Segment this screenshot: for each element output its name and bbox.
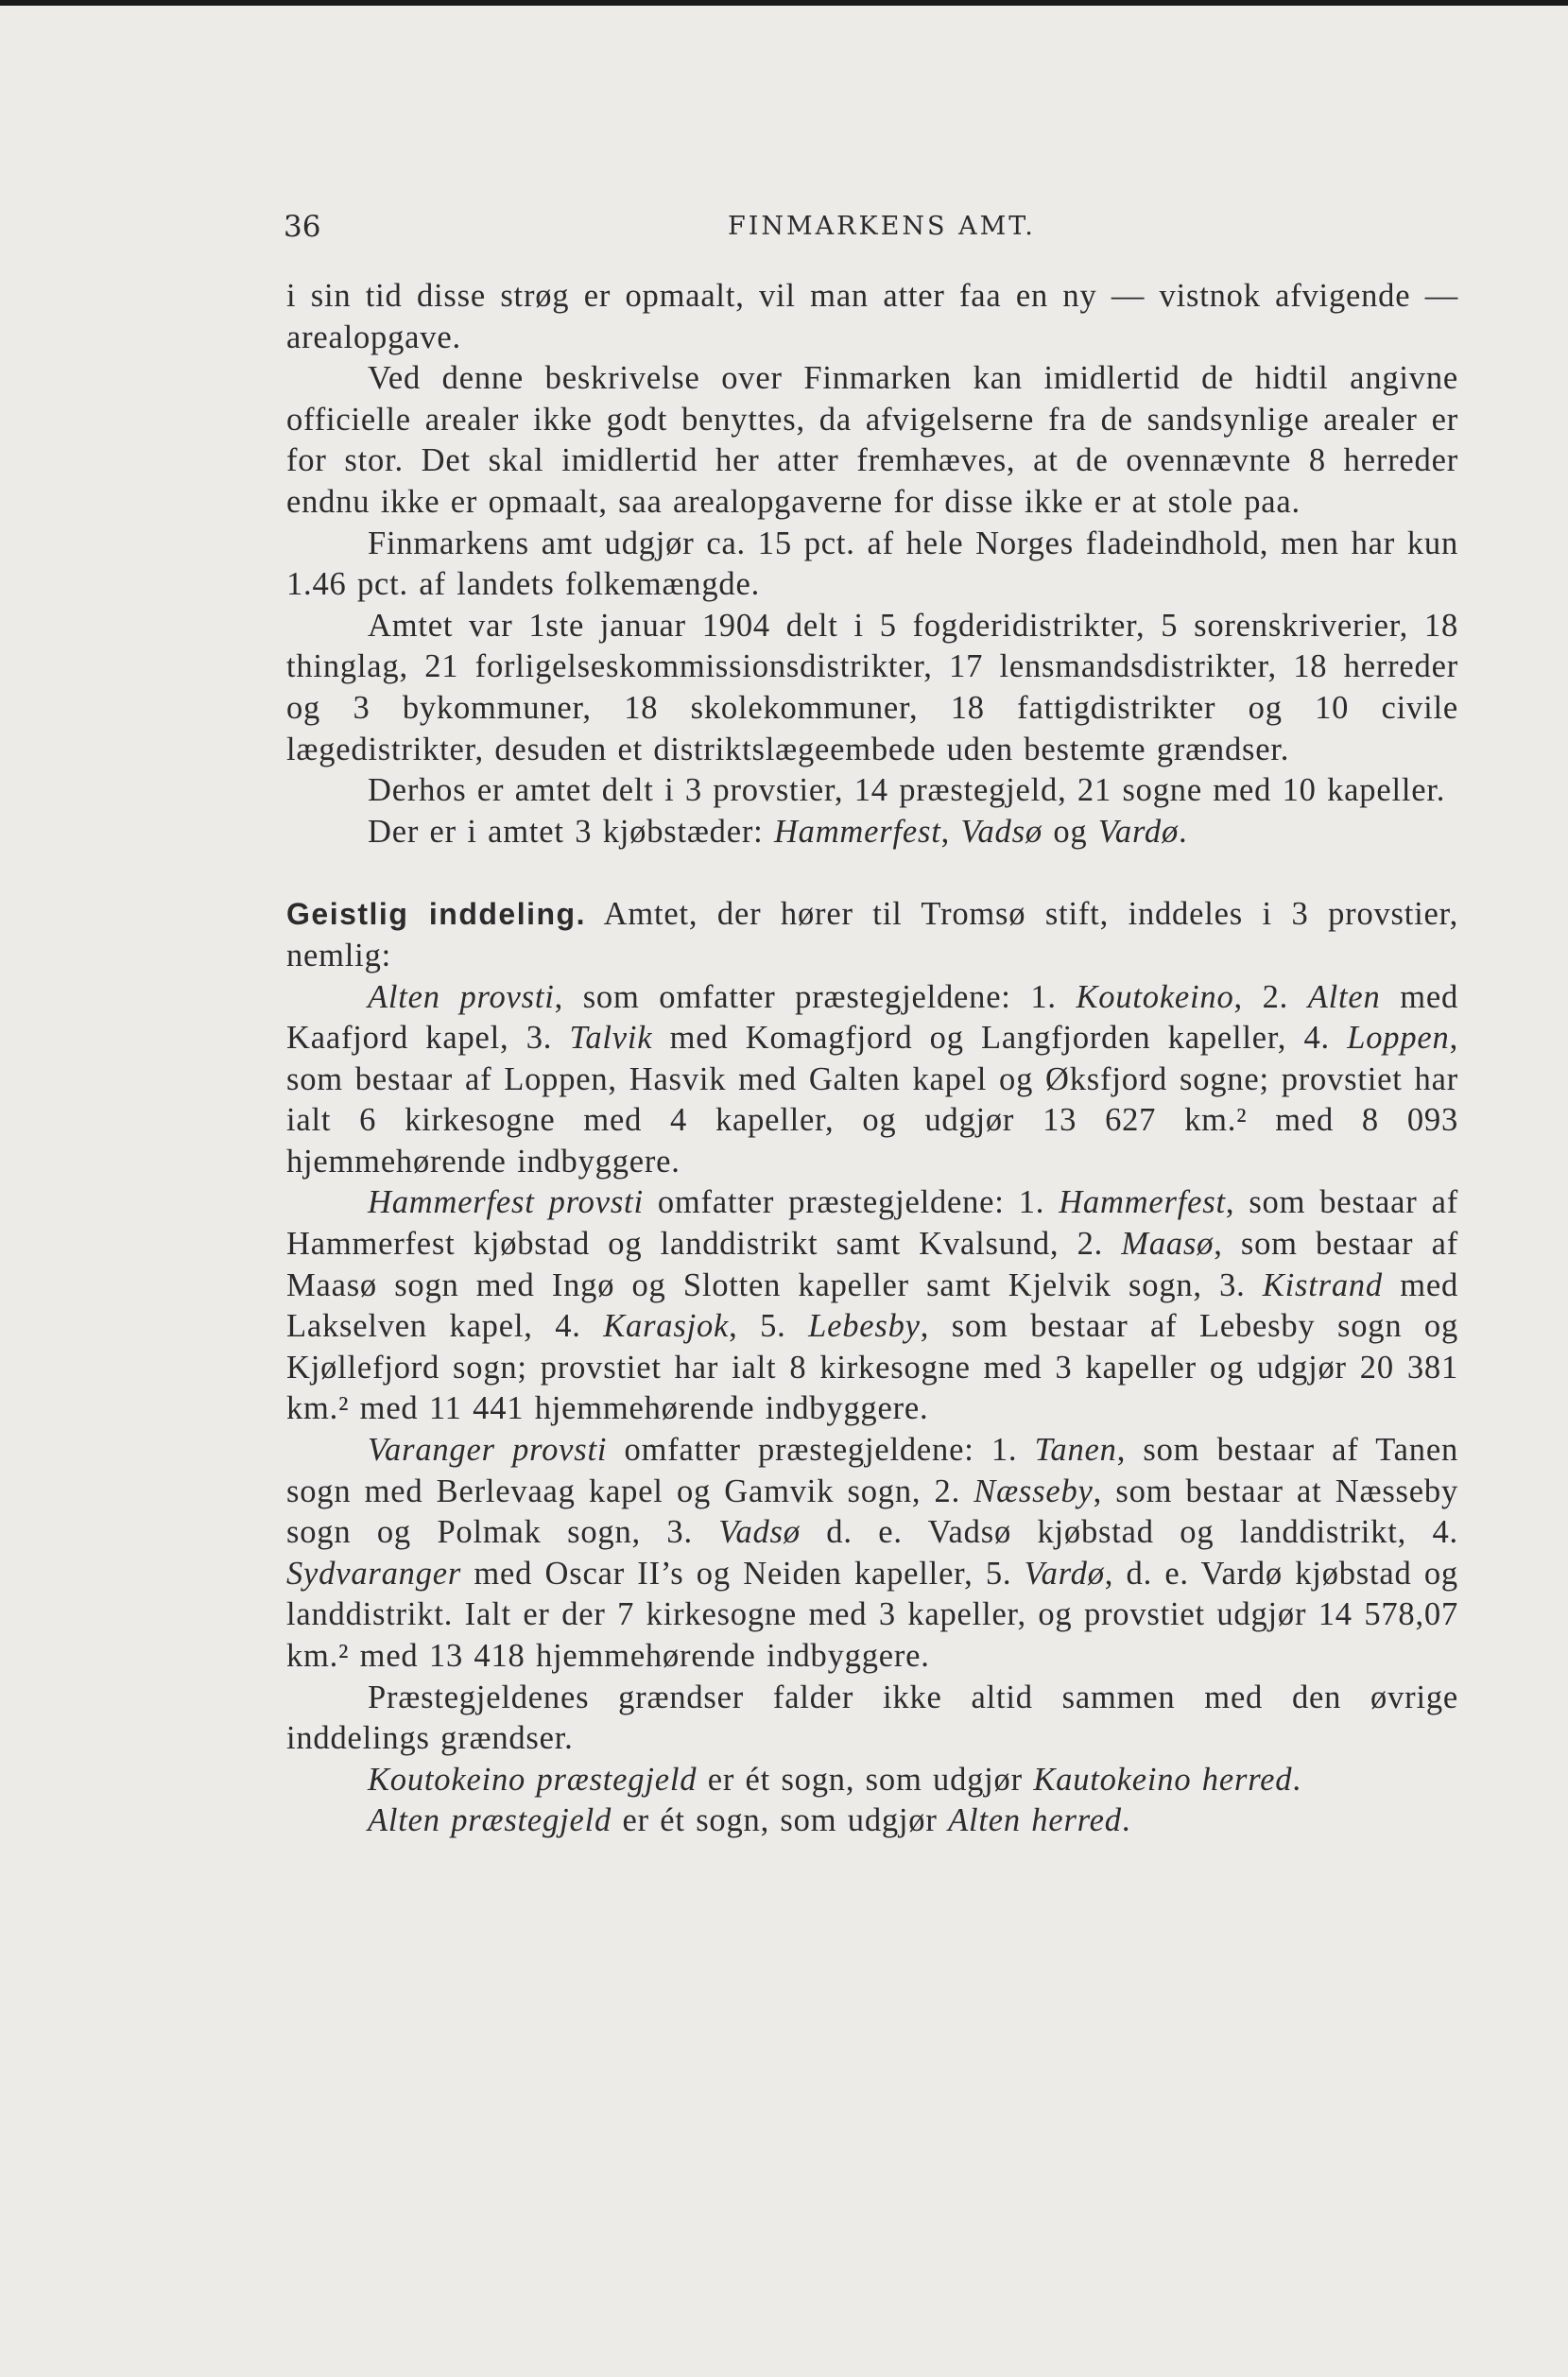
text-run: omfatter præstegjeldene: 1. — [607, 1432, 1035, 1469]
paragraph — [286, 358, 1458, 523]
text-run: , som bestaar af Tanen sogn med Berlevaag kapel og Gamvik sogn, 2. — [286, 1432, 1458, 1509]
paragraph — [286, 1678, 1458, 1760]
text-run: , som bestaar af Hammerfest kjøbstad og landdistrikt samt Kvalsund, 2. — [286, 1184, 1458, 1263]
text-run: Amtet, der hører til Tromsø stift, inddeles i 3 provstier, nemlig: — [286, 896, 1458, 973]
text-run: Der er i amtet 3 kjøbstæder: — [368, 813, 774, 850]
section-heading: Geistlig inddeling. — [286, 897, 586, 932]
paragraph-hammerfest-provsti — [286, 1182, 1458, 1430]
italic-term: Tanen — [1034, 1432, 1117, 1469]
text-run: i sin tid disse strøg er opmaalt, vil man atter faa en ny — vistnok afvigende — arealopgave. — [286, 278, 1458, 355]
text-run: , som bestaar af Maasø sogn med Ingø og Slotten kapeller samt Kjelvik sogn, 3. — [286, 1226, 1458, 1303]
text-run: med Lakselven kapel, 4. — [286, 1266, 1458, 1345]
text-run: Præstegjeldenes grændser falder ikke altid sammen med den øvrige inddelings grændser. — [286, 1679, 1458, 1757]
italic-term: Vardø — [1024, 1555, 1105, 1592]
text-run: med Kaafjord kapel, 3. — [286, 978, 1458, 1057]
text-run: Ved denne beskrivelse over Finmarken kan imidlertid de hidtil angivne officielle arealer ikke godt benyttes, da afvigelserne fra de sandsynlige arealer er for stor. Det skal imidlertid her atter fremhæves, at de ovennævnte 8 herreder endnu ikke er opmaalt, saa arealopgaverne for disse ikke er at stole paa. — [286, 360, 1458, 520]
italic-term: Hammerfest — [773, 813, 941, 850]
italic-term: Vadsø — [718, 1514, 801, 1551]
text-run: . — [1179, 813, 1188, 850]
italic-term: Vadsø — [960, 813, 1042, 850]
italic-term: Koutokeino — [1076, 978, 1234, 1015]
italic-term: Hammerfest provsti — [368, 1184, 644, 1221]
text-run: , som bestaar af Loppen, Hasvik med Galten kapel og Øksfjord sogne; provstiet har ialt 6 kirkesogne med 4 kapeller, og udgjør 13 627 km.² med 8 093 hjemmehørende indbyggere. — [286, 1020, 1459, 1180]
text-run: , d. e. Vardø kjøbstad og landdistrikt. Ialt er der 7 kirkesogne med 3 kapeller, og provstiet udgjør 14 578,07 km.² med 13 418 hjemmehørende indbyggere. — [286, 1555, 1458, 1674]
text-run: . — [1121, 1802, 1131, 1839]
text-run: , — [940, 813, 961, 850]
italic-term: Kautokeino herred — [1033, 1761, 1293, 1798]
paragraph — [286, 606, 1458, 770]
paragraph — [286, 276, 1458, 358]
italic-term: Alten provsti — [368, 978, 555, 1015]
text-run: , som bestaar at Næsseby sogn og Polmak sogn, 3. — [286, 1473, 1458, 1551]
italic-term: Kistrand — [1262, 1266, 1383, 1303]
text-run: , 5. — [729, 1308, 809, 1345]
italic-term: Karasjok — [603, 1308, 730, 1345]
text-run: . — [1292, 1761, 1301, 1798]
italic-term: Lebesby — [808, 1308, 921, 1345]
italic-term: Varanger provsti — [368, 1432, 608, 1469]
text-run: er ét sogn, som udgjør — [612, 1802, 949, 1839]
paragraph — [286, 1800, 1458, 1842]
text-run: , som omfatter præstegjeldene: 1. — [554, 978, 1077, 1015]
text-run: d. e. Vadsø kjøbstad og landdistrikt, 4. — [800, 1514, 1458, 1551]
italic-term: Alten — [1307, 978, 1381, 1015]
italic-term: Alten præstegjeld — [368, 1802, 612, 1839]
text-run: med Komagfjord og Langfjorden kapeller, 4. — [652, 1020, 1348, 1057]
text-run: Derhos er amtet delt i 3 provstier, 14 præstegjeld, 21 sogne med 10 kapeller. — [368, 772, 1446, 809]
text-run: , som bestaar af Lebesby sogn og Kjøllefjord sogn; provstiet har ialt 8 kirkesogne med 3 kapeller og udgjør 20 381 km.² med 11 441 hjemmehørende indbyggere. — [286, 1308, 1459, 1427]
page-number: 36 — [284, 210, 321, 244]
italic-term: Vardø — [1097, 813, 1179, 850]
section-geistlig-inddeling — [286, 894, 1458, 976]
text-run: og — [1042, 813, 1098, 850]
text-run: Amtet var 1ste januar 1904 delt i 5 fogderidistrikter, 5 sorenskriverier, 18 thinglag, 21 forligelseskommissionsdistrikter, 17 lensmandsdistrikter, 18 herreder og 3 bykommuner, 18 skolekommuner, 18 fattigdistrikter og 10 civile lægedistrikter, desuden et distriktslægeembede uden bestemte grændser. — [286, 607, 1458, 767]
text-run: , 2. — [1233, 978, 1308, 1015]
paragraph — [286, 1760, 1458, 1801]
italic-term: Sydvaranger — [286, 1555, 462, 1592]
text-run: Finmarkens amt udgjør ca. 15 pct. af hele Norges fladeindhold, men har kun 1.46 pct. af landets folkemængde. — [286, 525, 1458, 603]
text-run: omfatter præstegjeldene: 1. — [643, 1184, 1060, 1221]
italic-term: Maasø — [1121, 1226, 1215, 1263]
paragraph — [286, 524, 1458, 606]
italic-term: Alten herred — [948, 1802, 1122, 1839]
italic-term: Næsseby — [974, 1473, 1094, 1509]
italic-term: Talvik — [569, 1020, 653, 1057]
running-title: FINMARKENS AMT. — [728, 212, 1036, 241]
paragraph — [286, 770, 1458, 812]
paragraph — [286, 812, 1458, 853]
paragraph-alten-provsti — [286, 977, 1458, 1183]
italic-term: Hammerfest — [1059, 1184, 1226, 1221]
italic-term: Loppen — [1347, 1020, 1450, 1057]
text-run: med Oscar II’s og Neiden kapeller, 5. — [461, 1555, 1025, 1592]
paragraph-varanger-provsti — [286, 1430, 1458, 1678]
italic-term: Koutokeino præstegjeld — [368, 1761, 698, 1798]
body-text — [286, 276, 1458, 1842]
text-run: er ét sogn, som udgjør — [697, 1761, 1034, 1798]
page-header — [284, 210, 1456, 248]
scan-edge — [0, 0, 1568, 6]
